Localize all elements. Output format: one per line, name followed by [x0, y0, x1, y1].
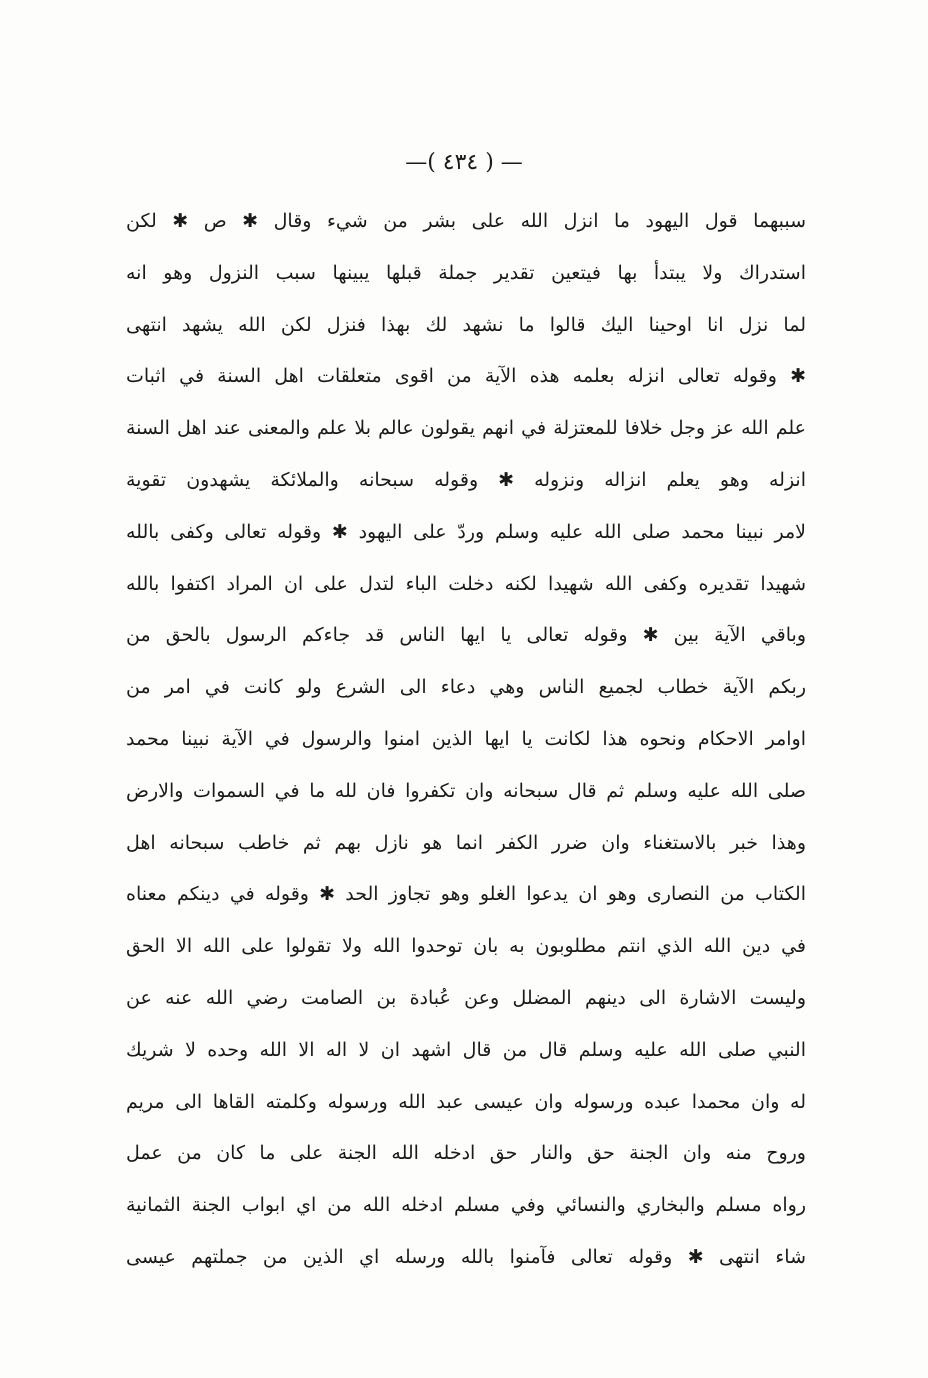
text-line: استدراك ولا يبتدأ بها فيتعين تقدير جملة قبلها يبينها سبب النزول وهو انه	[126, 261, 806, 284]
text-line: وهذا خبر بالاستغناء وان ضرر الكفر انما هو نازل بهم ثم خاطب سبحانه اهل	[126, 831, 806, 854]
text-line: لامر نبينا محمد صلى الله عليه وسلم وردّ على اليهود ✱ وقوله تعالى وكفى بالله	[126, 520, 806, 543]
text-line: رواه مسلم والبخاري والنسائي وفي مسلم ادخله الله من اي ابواب الجنة الثمانية	[126, 1194, 806, 1217]
text-line: صلى الله عليه وسلم ثم قال سبحانه وان تكفروا فان لله ما في السموات والارض	[126, 779, 806, 802]
text-line: شهيدا تقديره وكفى الله شهيدا لكنه دخلت الباء لتدل على ان المراد اكتفوا بالله	[126, 572, 806, 595]
text-line: وروح منه وان الجنة حق والنار حق ادخله الله الجنة على ما كان من عمل	[126, 1142, 806, 1165]
text-line: ربكم الآية خطاب لجميع الناس وهي دعاء الى الشرع ولو كانت في امر من	[126, 676, 806, 699]
text-line: النبي صلى الله عليه وسلم قال من قال اشهد ان لا اله الا الله وحده لا شريك	[126, 1038, 806, 1061]
text-line: انزله وهو يعلم انزاله ونزوله ✱ وقوله سبحانه والملائكة يشهدون تقوية	[126, 468, 806, 491]
body-text	[126, 196, 806, 1284]
page-number: —( ٤٣٤ ) —	[405, 150, 523, 175]
text-line: لما نزل انا اوحينا اليك قالوا ما نشهد لك بهذا فنزل لكن الله يشهد انتهى	[126, 313, 806, 336]
text-line: سببهما قول اليهود ما انزل الله على بشر من شيء وقال ✱ ص ✱ لكن	[126, 210, 806, 232]
text-line: شاء انتهى ✱ وقوله تعالى فآمنوا بالله ورسله اي الذين من جملتهم عيسى	[126, 1245, 806, 1268]
text-line: اوامر الاحكام ونحوه هذا لكانت يا ايها الذين امنوا والرسول في الآية نبينا محمد	[126, 727, 806, 750]
text-line: في دين الله الذي انتم مطلوبون به بان توحدوا الله ولا تقولوا على الله الا الحق	[126, 935, 806, 958]
text-line: له وان محمدا عبده ورسوله وان عيسى عبد الله ورسوله وكلمته القاها الى مريم	[126, 1090, 806, 1113]
text-line: ✱ وقوله تعالى انزله بعلمه هذه الآية من اقوى متعلقات اهل السنة في اثبات	[126, 365, 806, 388]
text-line: وباقي الآية بين ✱ وقوله تعالى يا ايها الناس قد جاءكم الرسول بالحق من	[126, 624, 806, 647]
text-line: علم الله عز وجل خلافا للمعتزلة في انهم يقولون عالم بلا علم والمعنى عند اهل السنة	[126, 417, 806, 440]
text-line: وليست الاشارة الى دينهم المضلل وعن عُبادة بن الصامت رضي الله عنه عن	[126, 986, 806, 1009]
text-line: الكتاب من النصارى وهو ان يدعوا الغلو وهو تجاوز الحد ✱ وقوله في دينكم معناه	[126, 883, 806, 906]
